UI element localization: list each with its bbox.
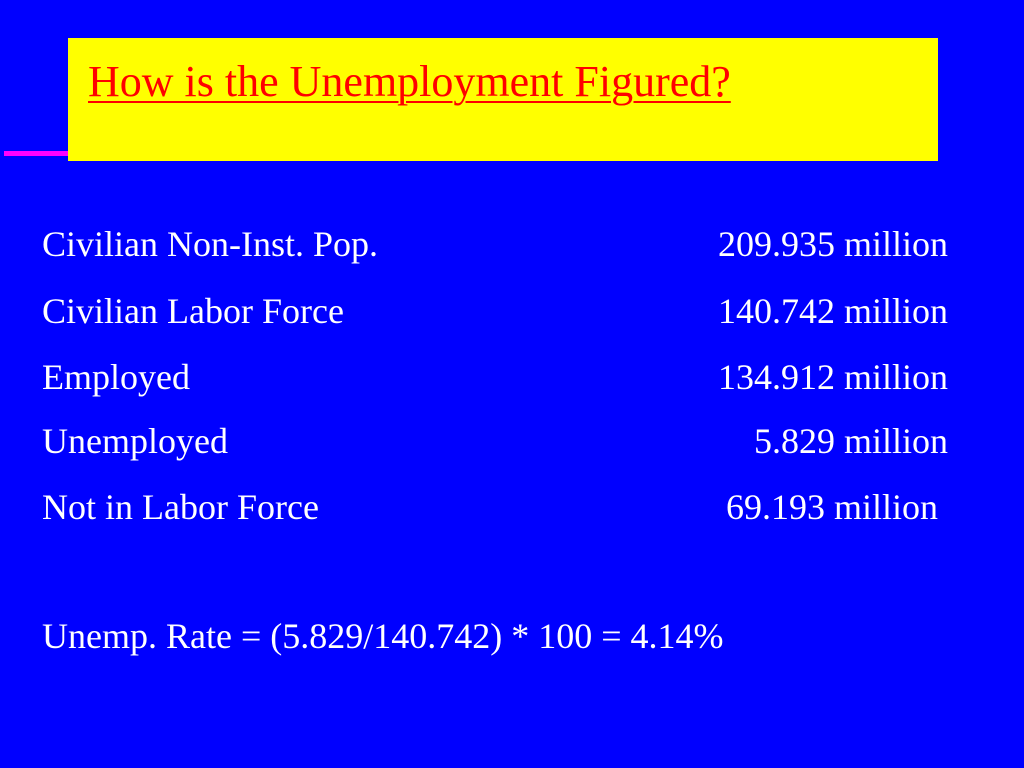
data-row-civilian-pop — [42, 219, 948, 269]
row-value: 209.935 million — [717, 224, 948, 264]
row-value: 5.829 million — [753, 421, 948, 461]
data-row-not-in-labor-force — [42, 482, 948, 532]
row-label: Civilian Non-Inst. Pop. — [42, 224, 379, 264]
row-label: Civilian Labor Force — [42, 291, 344, 331]
unemployment-rate-formula: Unemp. Rate = (5.829/140.742) * 100 = 4.14% — [42, 616, 724, 656]
row-value: 134.912 million — [717, 357, 948, 397]
title-box — [68, 38, 938, 161]
row-label: Unemployed — [42, 421, 228, 461]
slide-title: How is the Unemployment Figured? — [88, 57, 731, 106]
data-row-labor-force — [42, 286, 948, 336]
accent-line — [4, 151, 70, 156]
data-row-unemployed — [42, 416, 948, 466]
row-label: Employed — [42, 357, 190, 397]
row-label: Not in Labor Force — [42, 487, 319, 527]
data-row-employed — [42, 352, 948, 402]
row-value: 140.742 million — [717, 291, 948, 331]
row-value: 69.193 million — [725, 487, 938, 527]
